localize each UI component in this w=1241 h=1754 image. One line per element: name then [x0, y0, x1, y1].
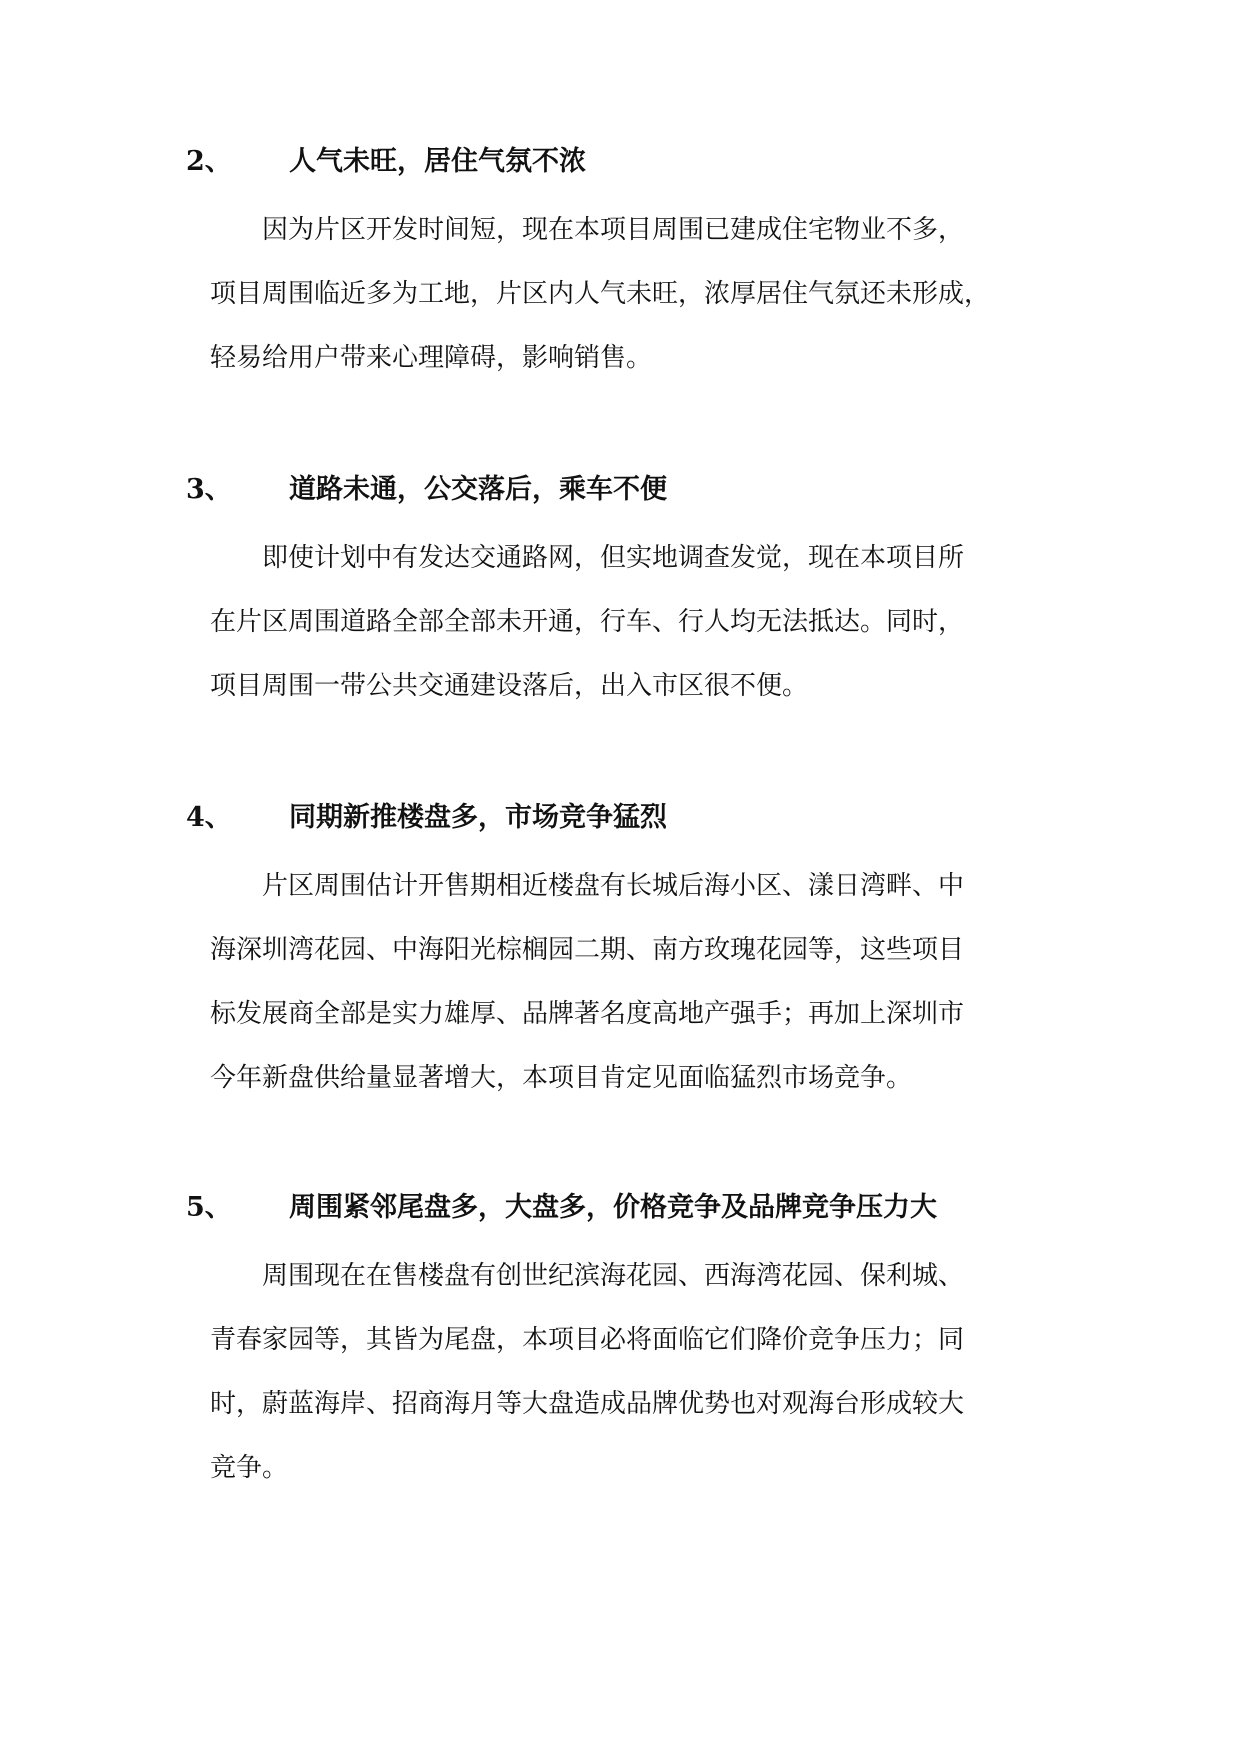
paragraph-line: 竞争。	[210, 1453, 289, 1483]
section-title: 周围紧邻尾盘多，大盘多，价格竞争及品牌竞争压力大	[289, 1192, 937, 1223]
section-5	[186, 1188, 1066, 1500]
paragraph-line: 在片区周围道路全部全部未开通，行车、行人均无法抵达。同时，	[210, 607, 965, 637]
section-number: 2、	[186, 146, 232, 177]
section-number: 4、	[186, 802, 232, 833]
section-title: 道路未通，公交落后，乘车不便	[289, 474, 667, 505]
paragraph-line: 海深圳湾花园、中海阳光棕榈园二期、南方玫瑰花园等，这些项目	[210, 935, 965, 965]
section-heading	[186, 1188, 1066, 1228]
section-heading	[186, 142, 1066, 182]
section-paragraph	[186, 1244, 1066, 1500]
paragraph-line: 今年新盘供给量显著增大，本项目肯定见面临猛烈市场竞争。	[210, 1063, 913, 1093]
paragraph-line: 时，蔚蓝海岸、招商海月等大盘造成品牌优势也对观海台形成较大	[210, 1389, 965, 1419]
paragraph-line: 因为片区开发时间短，现在本项目周围已建成住宅物业不多，	[262, 215, 965, 245]
section-title: 人气未旺，居住气氛不浓	[289, 146, 586, 177]
paragraph-line: 项目周围临近多为工地，片区内人气未旺，浓厚居住气氛还未形成，	[210, 279, 991, 309]
section-paragraph	[186, 198, 1066, 390]
paragraph-line: 青春家园等，其皆为尾盘，本项目必将面临它们降价竞争压力；同	[210, 1325, 965, 1355]
section-heading	[186, 798, 1066, 838]
section-number: 5、	[186, 1192, 232, 1223]
section-4	[186, 798, 1066, 1110]
section-2	[186, 142, 1066, 390]
section-heading	[186, 470, 1066, 510]
section-number: 3、	[186, 474, 232, 505]
section-3	[186, 470, 1066, 718]
section-paragraph	[186, 526, 1066, 718]
paragraph-line: 标发展商全部是实力雄厚、品牌著名度高地产强手；再加上深圳市	[210, 999, 965, 1029]
paragraph-line: 项目周围一带公共交通建设落后，出入市区很不便。	[210, 671, 809, 701]
paragraph-line: 周围现在在售楼盘有创世纪滨海花园、西海湾花园、保利城、	[262, 1261, 965, 1291]
section-paragraph	[186, 854, 1066, 1110]
paragraph-line: 片区周围估计开售期相近楼盘有长城后海小区、漾日湾畔、中	[262, 871, 965, 901]
paragraph-line: 轻易给用户带来心理障碍，影响销售。	[210, 343, 653, 373]
paragraph-line: 即使计划中有发达交通路网，但实地调查发觉，现在本项目所	[262, 543, 965, 573]
section-title: 同期新推楼盘多，市场竞争猛烈	[289, 802, 667, 833]
